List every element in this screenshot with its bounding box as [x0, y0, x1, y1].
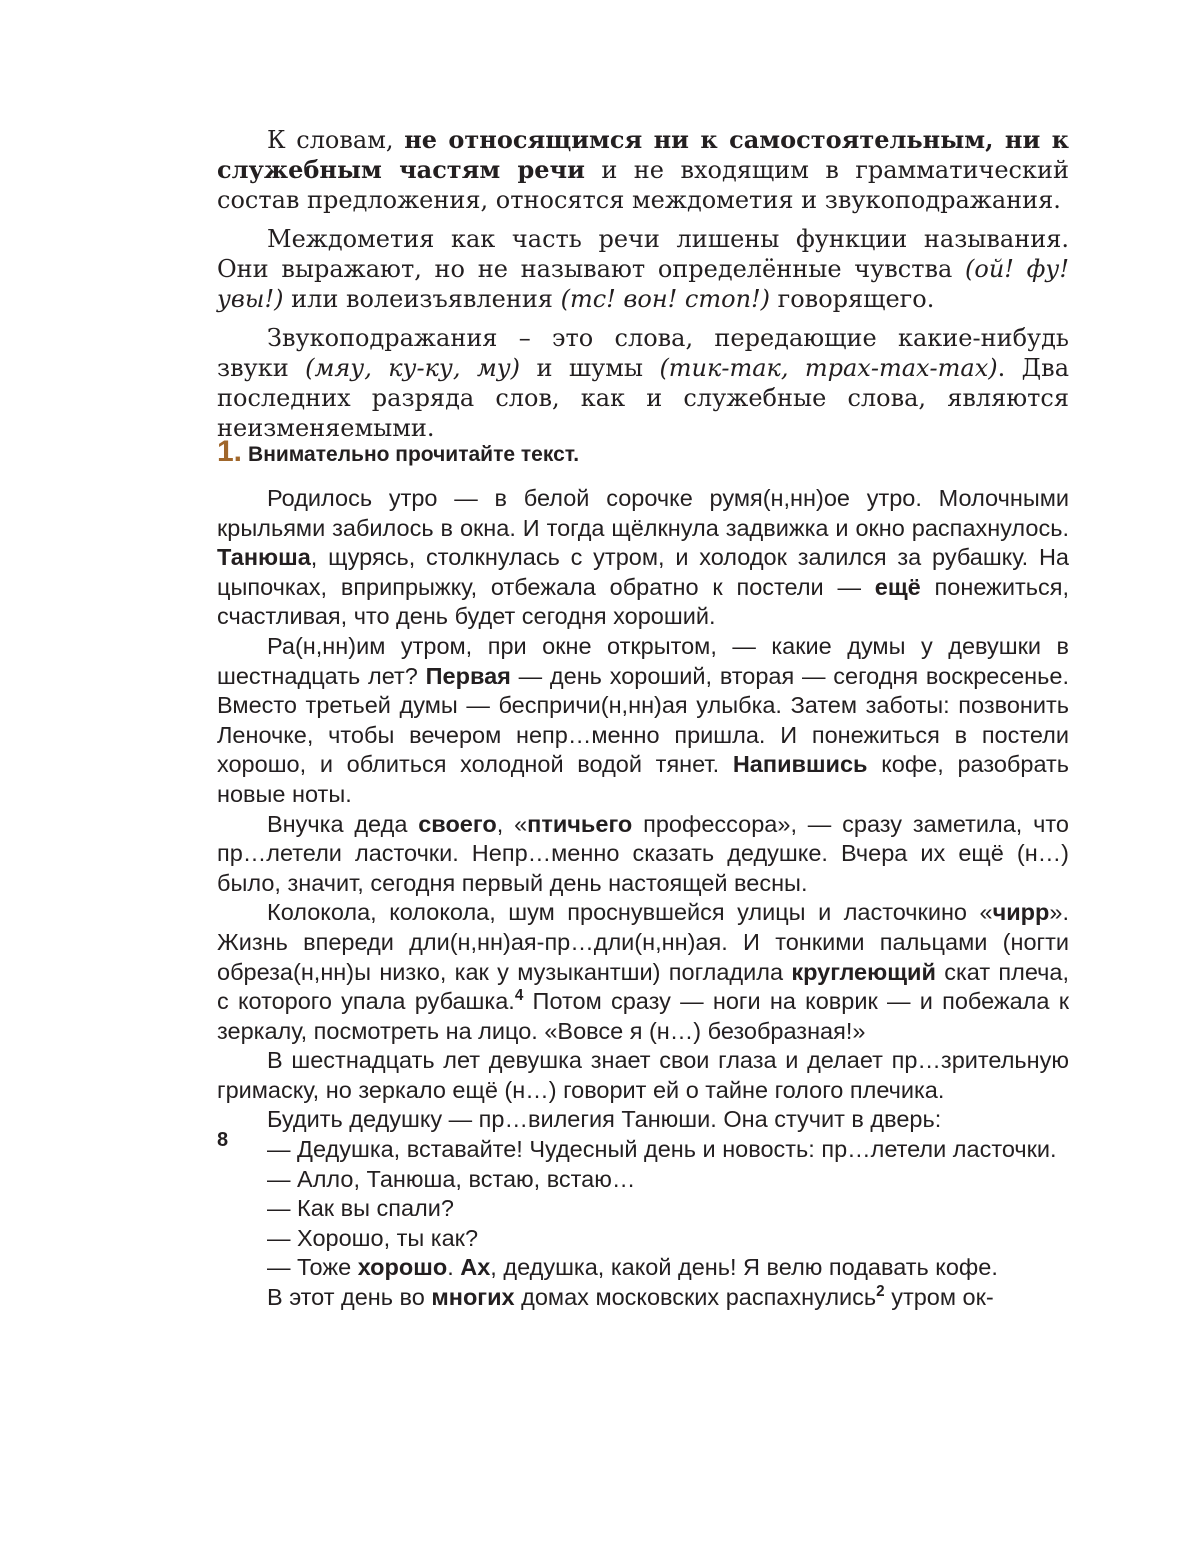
- text-run: Внучка деда: [267, 810, 419, 837]
- text-run: Звукоподражания – это слова, передающие какие-нибудь звуки: [217, 324, 1069, 382]
- dialogue-line: — Как вы спали?: [267, 1195, 454, 1222]
- bold-word: своего: [418, 810, 497, 837]
- italic-example: (ой! фу! увы!): [217, 255, 1069, 313]
- bold-word: птичьего: [527, 810, 633, 837]
- text-run: Ра(н,нн)им утром, при окне открытом, — какие думы у девушки в шестнадцать лет?: [217, 632, 1069, 689]
- bold-word: чирр: [992, 899, 1050, 926]
- theory-paragraph: [217, 224, 1069, 314]
- task-number: 1.: [217, 435, 243, 468]
- text-run: В этот день во: [267, 1284, 432, 1311]
- dialogue-line: — Дедушка, вставайте! Чудесный день и новость: пр…летели ласточки.: [267, 1136, 1057, 1163]
- task-heading: [217, 437, 1069, 470]
- text-run: скат плеча, с которого упала рубашка.: [217, 958, 1069, 1015]
- bold-word: круглеющий: [791, 958, 936, 985]
- text-run: Потом сразу — ноги на коврик — и побежала к зеркалу, посмотреть на лицо. «Вовсе я (н…) безобразная!»: [217, 988, 1069, 1044]
- text-run: Родилось утро — в белой сорочке румя(н,нн)ое утро. Молочными крыльями забилось в окна. И тогда щёлкнула задвижка и окно распахнулось.: [217, 485, 1069, 541]
- italic-example: (тс! вон! стоп!): [560, 285, 771, 313]
- italic-example: (мяу, ку-ку, му): [305, 354, 521, 382]
- bold-word: ещё: [874, 573, 921, 600]
- text-run: — день хороший, вторая — сегодня воскресенье. Вместо третьей думы — беспричи(н,нн)ая улыбка. Затем заботы: позвонить Леночке, чтобы вечером непр…менно пришла. И понежиться в постели хорошо, и облиться холодной водой тянет.: [217, 662, 1070, 778]
- text-run: — Тоже: [267, 1254, 358, 1281]
- bold-word: Танюша: [217, 544, 311, 571]
- text-run: и не входящим в грамматический состав предложения, относятся междометия и звукоподражания.: [217, 156, 1069, 214]
- bold-word: Напившись: [732, 751, 868, 778]
- text-run: профессора», — сразу заметила, что пр…летели ласточки. Непр…менно сказать дедушке. Вчера их ещё (н…) было, значит, сегодня первый день настоящей весны.: [217, 810, 1069, 896]
- task-instruction: Внимательно прочитайте текст.: [248, 443, 580, 466]
- text-run: . Два последних разряда слов, как и служебные слова, являются неизменяемыми.: [217, 354, 1069, 442]
- bold-term: не относящимся ни к самостоятельным, ни к служебным частям речи: [217, 125, 1070, 184]
- dialogue-line: — Алло, Танюша, встаю, встаю…: [267, 1165, 636, 1192]
- text-run: домах московских распахнулись: [514, 1284, 877, 1311]
- dialogue-line: — Хорошо, ты как?: [267, 1224, 479, 1251]
- text-paragraph: В шестнадцать лет девушка знает свои глаза и делает пр…зрительную гримаску, но зеркало ещё (н…) говорит ей о тайне голого плечика.: [217, 1047, 1069, 1103]
- text-run: ». Жизнь впереди дли(н,нн)ая-пр…дли(н,нн)ая. И тонкими пальцами (ногти обреза(н,нн)ы низко, как у музыкантши) погладила: [217, 899, 1069, 985]
- bold-word: Ах: [460, 1254, 491, 1281]
- text-paragraph: [217, 1283, 1069, 1313]
- exercise-section: [217, 437, 1069, 1313]
- text-run: говорящего.: [770, 285, 935, 313]
- text-run: утром ок-: [884, 1284, 994, 1311]
- theory-section: [217, 125, 1069, 452]
- bold-word: хорошо: [357, 1254, 448, 1281]
- bold-word: многих: [431, 1284, 515, 1311]
- text-run: , щурясь, столкнулась с утром, и холодок залился за рубашку. На цыпочках, вприпрыжку, отбежала обратно к постели —: [217, 544, 1069, 600]
- footnote-mark: 2: [876, 1283, 885, 1301]
- dialogue-line: [217, 1253, 1069, 1283]
- text-run: , «: [496, 810, 528, 837]
- italic-example: (тик-так, трах-тах-тах): [659, 354, 998, 382]
- page-number: 8: [217, 1129, 229, 1151]
- text-paragraph: [217, 632, 1069, 810]
- text-paragraph: [217, 810, 1069, 899]
- text-run: , дедушка, какой день! Я велю подавать кофе.: [490, 1254, 998, 1281]
- bold-word: Первая: [425, 662, 511, 689]
- theory-paragraph: [217, 125, 1069, 215]
- text-run: Колокола, колокола, шум проснувшейся улицы и ласточкино «: [267, 899, 993, 926]
- theory-paragraph: [217, 323, 1069, 443]
- text-paragraph: Будить дедушку — пр…вилегия Танюши. Она стучит в дверь:: [267, 1106, 942, 1133]
- text-run: или волеизъявления: [283, 285, 561, 313]
- text-paragraph: [217, 898, 1069, 1046]
- reading-text: [217, 484, 1069, 1313]
- text-run: кофе, разобрать новые ноты.: [217, 751, 1069, 807]
- text-run: Междометия как часть речи лишены функции называния. Они выражают, но не называют определённые чувства: [217, 225, 1069, 283]
- footnote-mark: 4: [514, 987, 524, 1005]
- text-run: и шумы: [520, 354, 660, 382]
- text-run: .: [447, 1254, 461, 1281]
- text-run: понежиться, счастливая, что день будет сегодня хороший.: [217, 573, 1069, 630]
- text-run: К словам,: [267, 126, 405, 154]
- text-paragraph: [217, 484, 1069, 632]
